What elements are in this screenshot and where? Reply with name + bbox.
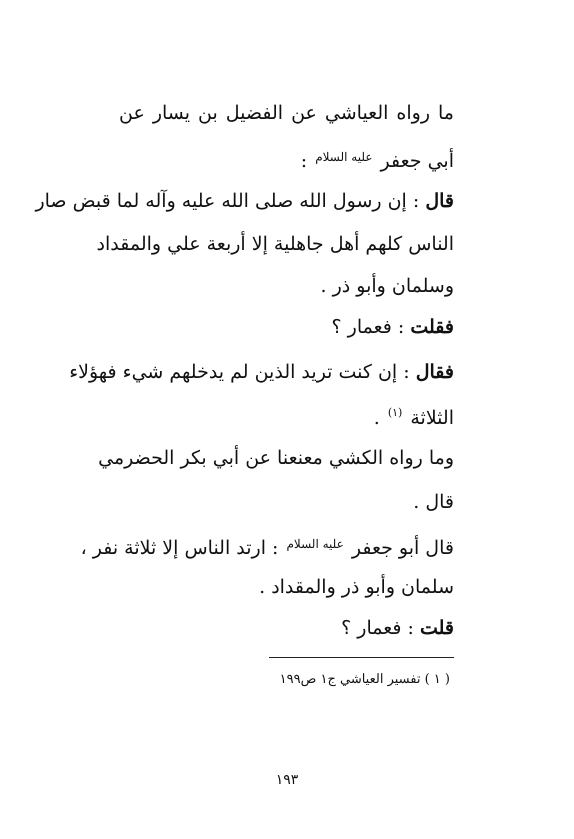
line-text: قال أبو جعفر [351, 537, 454, 559]
speaker-label: فقلت [410, 316, 454, 338]
text-line-9 [98, 441, 454, 475]
text-line-5 [119, 269, 454, 303]
text-line-4 [96, 227, 454, 261]
footnote-divider [269, 657, 454, 658]
footnote-text: ( ١ ) تفسير العياشي ج١ ص١٩٩ [279, 672, 450, 687]
footnote-ref: (١) [387, 406, 403, 419]
line-text: أبي جعفر [380, 150, 454, 172]
line-tail: : [300, 150, 308, 172]
text-line-6 [119, 310, 454, 344]
text-line-11 [80, 527, 454, 561]
text-line-1 [119, 96, 454, 130]
line-text: : إن كنت تريد الذين لم يدخلهم شيء فهؤلاء [69, 361, 410, 383]
text-line-3 [35, 184, 454, 218]
text-line-13 [119, 611, 454, 645]
text-line-12 [119, 570, 454, 604]
speaker-label: قال [425, 190, 454, 212]
text-line-8 [119, 396, 454, 430]
text-line-2 [119, 140, 454, 174]
line-text: وسلمان وأبو ذر . [320, 275, 454, 297]
line-tail: : ارتد الناس إلا ثلاثة نفر ، [80, 537, 279, 559]
honorific-glyph: عليه السلام [315, 150, 373, 164]
honorific-glyph: عليه السلام [286, 537, 344, 551]
line-text: : إن رسول الله صلى الله عليه وآله لما قبض صار [35, 190, 420, 212]
text-line-10 [119, 485, 454, 519]
line-text: قال . [413, 491, 454, 513]
line-text: الناس كلهم أهل جاهلية إلا أربعة علي والمقداد [96, 233, 454, 255]
line-text: الثلاثة [410, 407, 454, 429]
text-line-7 [69, 355, 454, 389]
line-text: : فعمار ؟ [341, 617, 414, 639]
speaker-label: فقال [415, 361, 454, 383]
line-text: ما رواه العياشي عن الفضيل بن يسار عن [119, 102, 454, 124]
line-text: : فعمار ؟ [331, 316, 405, 338]
line-text: وما رواه الكشي معنعنا عن أبي بكر الحضرمي [98, 447, 454, 469]
speaker-label: قلت [419, 617, 454, 639]
line-tail: . [373, 407, 380, 429]
page-number: ١٩٣ [275, 772, 299, 788]
line-text: سلمان وأبو ذر والمقداد . [259, 576, 454, 598]
